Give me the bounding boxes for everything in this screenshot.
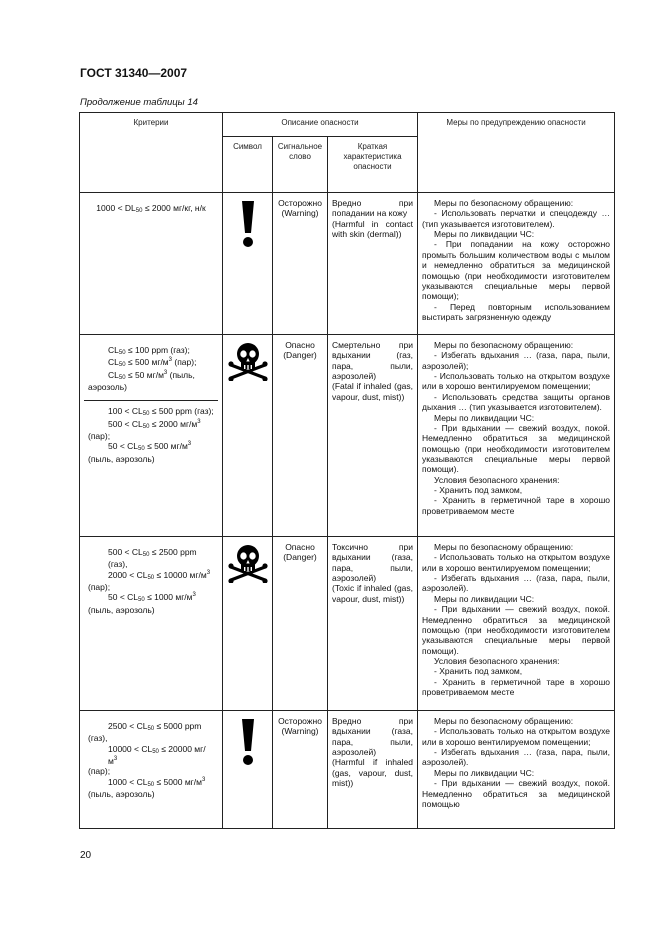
criteria-block: $500 < CL_{50} \le 2500$ ppm (газ), $2000 < CL_{50} \le 10000$ $мг/м^3$ (пар); $50 < CL_{50} \le 1000$ $мг/м^3$ (пыль, аэрозоль) [88, 547, 211, 615]
criteria-cell [80, 335, 223, 537]
symbol-cell [223, 335, 273, 537]
header-row-1 [80, 113, 615, 137]
criteria-block: $CL_{50} \le 100$ ppm (газ); $CL_{50} \le 500$ $мг/м^3$ (пар); $CL_{50} \le 50$ $мг/м^3$ (пыль, аэрозоль) [88, 345, 197, 392]
criteria-block: $1000 < DL_{50} \le 2000$ мг/кг, н/к [96, 203, 206, 214]
symbol-cell [223, 537, 273, 711]
brief-cell: Вредно при вдыхании (газа, пара, пыли, аэрозолей) (Harmful if inhaled (gas, vapour, dust, mist)) [328, 711, 418, 829]
header-brief: Краткая характеристика опасности [328, 137, 418, 193]
measures-cell: Меры по безопасному обращению: - Избегать вдыхания … (газа, пара, пыли, аэрозолей); - Использовать только на открытом воздухе или в хорошо вентилируемом помещении; - Использовать средства защиты органов дыхания … (тип указывается изготовителем). Меры по ликвидации ЧС: - При вдыхании — свежий воздух, покой. Немедленно обратиться за медицинской помощью (при необходимости изготовителем указываются специальные меры первой помощи). Условия безопасного хранения: - Хранить под замком, - Хранить в герметичной таре в хорошо проветриваемом месте [418, 335, 615, 537]
document-title: ГОСТ 31340—2007 [80, 66, 188, 80]
symbol-cell [223, 193, 273, 335]
brief-cell: Вредно при попадании на кожу (Harmful in contact with skin (dermal)) [328, 193, 418, 335]
signal-word-cell: Осторожно (Warning) [273, 193, 328, 335]
exclamation-icon [240, 199, 256, 251]
criteria-cell [80, 537, 223, 711]
brief-cell: Токсично при вдыхании (газа, пара, пыли, аэрозолей) (Toxic if inhaled (gas, vapour, dust, mist)) [328, 537, 418, 711]
signal-word-cell: Опасно (Danger) [273, 335, 328, 537]
brief-cell: Смертельно при вдыхании (газ, пара, пыли, аэрозолей) (Fatal if inhaled (gas, vapour, dust, mist)) [328, 335, 418, 537]
header-symbol: Символ [223, 137, 273, 193]
criteria-block: $100 < CL_{50} \le 500$ ppm (газ); $500 < CL_{50} \le 2000$ $мг/м^3$ (пар); $50 < CL_{50} \le 500$ $мг/м^3$ (пыль, аэрозоль) [84, 400, 218, 472]
table-row [80, 537, 615, 711]
measures-cell: Меры по безопасному обращению: - Использовать перчатки и спецодежду … (тип указывается изготовителем). Меры по ликвидации ЧС: - При попадании на кожу осторожно промыть большим количеством воды с мылом и немедленно обратиться за медицинской помощью (при необходимости изготовителем указываются специальные меры первой помощи); - Перед повторным использованием выстирать загрязненную одежду [418, 193, 615, 335]
header-signal-word: Сигнальное слово [273, 137, 328, 193]
measures-cell: Меры по безопасному обращению: - Использовать только на открытом воздухе или в хорошо вентилируемом помещении; - Избегать вдыхания … (газа, пара, пыли, аэрозолей). Меры по ликвидации ЧС: - При вдыхании — свежий воздух, покой. Немедленно обратиться за медицинской помощью (при необходимости изготовителем указываются специальные меры первой помощи). Условия безопасного хранения: - Хранить под замком, - Хранить в герметичной таре в хорошо проветриваемом месте [418, 537, 615, 711]
header-hazard-description: Описание опасности [223, 113, 418, 137]
skull-crossbones-icon [226, 543, 270, 585]
skull-crossbones-icon [226, 341, 270, 383]
signal-word-cell: Опасно (Danger) [273, 537, 328, 711]
exclamation-icon [240, 717, 256, 769]
page-number: 20 [80, 850, 92, 861]
table-caption: Продолжение таблицы 14 [80, 97, 198, 108]
header-measures: Меры по предупреждению опасности [418, 113, 615, 193]
hazard-table [79, 112, 615, 829]
signal-word-cell: Осторожно (Warning) [273, 711, 328, 829]
criteria-cell [80, 711, 223, 829]
table-row [80, 193, 615, 335]
table-row [80, 711, 615, 829]
criteria-block: $2500 < CL_{50} \le 5000$ ppm (газ), $10000 < CL_{50} \le 20000$ $мг/м^3$ (пар); $1000 < CL_{50} \le 5000$ $мг/м^3$ (пыль, аэрозоль) [88, 721, 206, 800]
table-row [80, 335, 615, 537]
symbol-cell [223, 711, 273, 829]
header-criteria: Критерии [80, 113, 223, 193]
measures-cell: Меры по безопасному обращению: - Использовать только на открытом воздухе или в хорошо вентилируемом помещении; - Избегать вдыхания … (газа, пара, пыли, аэрозолей). Меры по ликвидации ЧС: - При вдыхании — свежий воздух, покой. Немедленно обратиться за медицинской помощью [418, 711, 615, 829]
criteria-cell [80, 193, 223, 335]
